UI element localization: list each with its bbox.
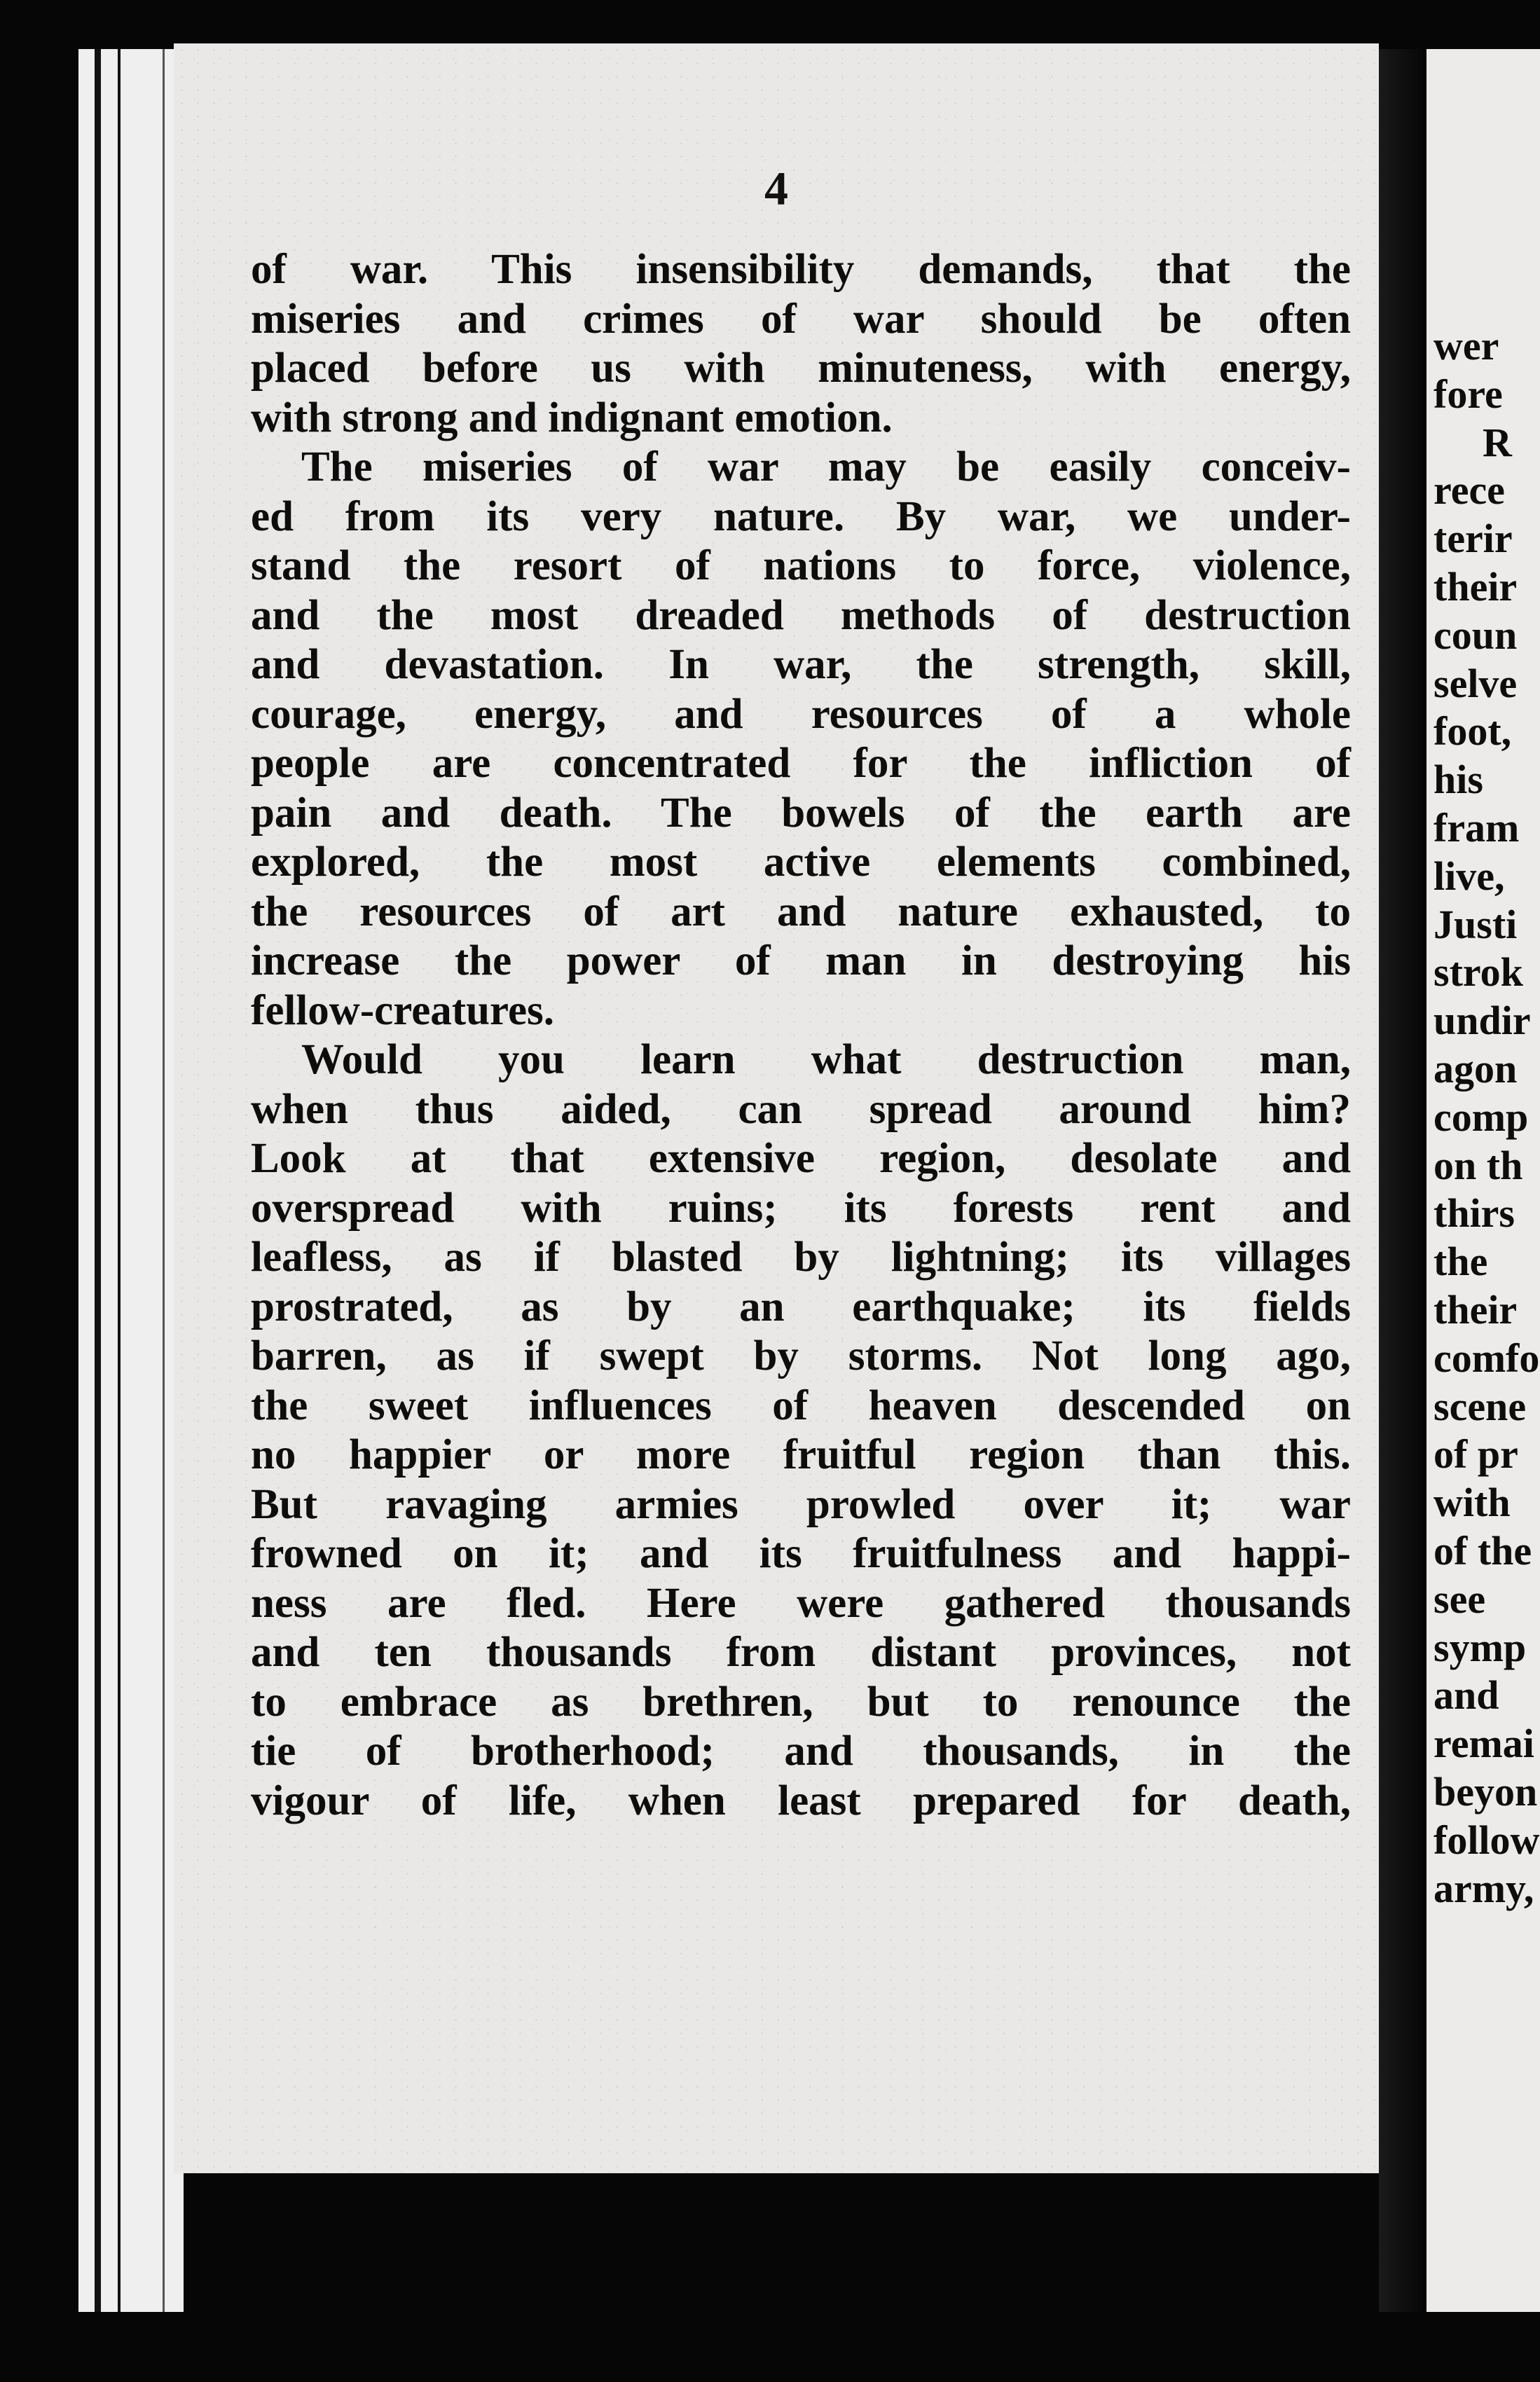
- text-line: to embrace as brethren, but to renounce the: [251, 1678, 1351, 1726]
- adjacent-text-line: with: [1434, 1480, 1511, 1526]
- adjacent-text-line: thirs: [1434, 1190, 1515, 1237]
- text-line: barren, as if swept by storms. Not long ago,: [251, 1333, 1351, 1379]
- text-line: and ten thousands from distant provinces, not: [251, 1629, 1351, 1676]
- binding-rule-thick: [95, 49, 101, 2312]
- text-line: and the most dreaded methods of destruction: [251, 591, 1351, 639]
- adjacent-text-line: comp: [1434, 1094, 1529, 1140]
- adjacent-text-line: and: [1434, 1672, 1499, 1719]
- text-line: when thus aided, can spread around him?: [251, 1085, 1351, 1133]
- adjacent-text-line: of pr: [1434, 1431, 1518, 1478]
- page-gutter-shadow: [1379, 49, 1426, 2312]
- adjacent-text-line: on th: [1434, 1142, 1523, 1188]
- binding-rule-thin: [118, 49, 121, 2312]
- adjacent-text-line: of the: [1434, 1527, 1532, 1574]
- adjacent-text-line: beyon: [1434, 1768, 1538, 1815]
- adjacent-text-line: the: [1434, 1239, 1488, 1285]
- text-line: placed before us with minuteness, with energy,: [251, 345, 1351, 392]
- adjacent-text-line: live,: [1434, 853, 1505, 899]
- text-line: with strong and indignant emotion.: [251, 394, 893, 441]
- adjacent-text-line: fram: [1434, 804, 1520, 851]
- text-line: leafless, as if blasted by lightning; its villages: [251, 1234, 1351, 1281]
- text-line: The miseries of war may be easily conceiv-: [301, 443, 1351, 490]
- adjacent-text-line: agon: [1434, 1045, 1518, 1092]
- adjacent-text-line: follow: [1434, 1817, 1540, 1863]
- adjacent-text-line: their: [1434, 563, 1518, 610]
- text-line: and devastation. In war, the strength, skill,: [251, 641, 1351, 688]
- text-line: tie of brotherhood; and thousands, in the: [251, 1728, 1351, 1775]
- text-line: ness are fled. Here were gathered thousands: [251, 1579, 1351, 1627]
- text-line: the sweet influences of heaven descended on: [251, 1382, 1351, 1429]
- adjacent-page-text: [1434, 322, 1540, 1913]
- text-line: pain and death. The bowels of the earth are: [251, 789, 1351, 837]
- text-line: people are concentrated for the infliction of: [251, 740, 1351, 787]
- adjacent-text-line: undir: [1434, 998, 1531, 1044]
- text-line: miseries and crimes of war should be often: [251, 295, 1351, 343]
- text-line: explored, the most active elements combined,: [251, 839, 1351, 886]
- text-line: ed from its very nature. By war, we under-: [251, 493, 1351, 540]
- adjacent-text-line: foot,: [1434, 708, 1512, 755]
- adjacent-text-line: comfo: [1434, 1335, 1540, 1381]
- adjacent-text-line: terir: [1434, 516, 1513, 562]
- text-line: Look at that extensive region, desolate and: [251, 1135, 1351, 1182]
- adjacent-text-line: see: [1434, 1576, 1486, 1622]
- adjacent-text-line: rece: [1434, 467, 1505, 514]
- text-line: Would you learn what destruction man,: [301, 1036, 1351, 1083]
- adjacent-text-line: their: [1434, 1286, 1518, 1333]
- adjacent-text-line: scene: [1434, 1383, 1527, 1429]
- text-line: increase the power of man in destroying his: [251, 937, 1351, 984]
- page-body-text: [251, 245, 1351, 1826]
- binding-rule-faint: [163, 49, 165, 2312]
- text-line: overspread with ruins; its forests rent and: [251, 1184, 1351, 1232]
- adjacent-text-line: selve: [1434, 660, 1518, 706]
- text-line: vigour of life, when least prepared for death,: [251, 1777, 1351, 1824]
- page-number: 4: [764, 162, 788, 215]
- adjacent-text-line: his: [1434, 757, 1483, 803]
- text-line: stand the resort of nations to force, violence,: [251, 542, 1351, 589]
- adjacent-text-line: wer: [1434, 323, 1499, 369]
- text-line: prostrated, as by an earthquake; its fields: [251, 1283, 1351, 1330]
- adjacent-text-line: Justi: [1434, 901, 1518, 947]
- text-line: the resources of art and nature exhausted, to: [251, 888, 1351, 935]
- adjacent-page: [1426, 49, 1540, 2312]
- adjacent-text-line: army,: [1434, 1865, 1534, 1911]
- text-line: courage, energy, and resources of a whole: [251, 690, 1351, 738]
- adjacent-text-line: strok: [1434, 949, 1523, 996]
- adjacent-text-line: symp: [1434, 1624, 1527, 1670]
- adjacent-text-line: R: [1483, 419, 1512, 465]
- adjacent-text-line: remai: [1434, 1721, 1534, 1767]
- adjacent-text-line: fore: [1434, 371, 1503, 417]
- text-line: fellow-creatures.: [251, 986, 555, 1034]
- text-line: no happier or more fruitful region than this.: [251, 1431, 1351, 1478]
- adjacent-text-line: coun: [1434, 612, 1518, 658]
- text-line: of war. This insensibility demands, that the: [251, 246, 1351, 293]
- text-line: frowned on it; and its fruitfulness and happi-: [251, 1530, 1351, 1577]
- text-line: But ravaging armies prowled over it; war: [251, 1480, 1351, 1528]
